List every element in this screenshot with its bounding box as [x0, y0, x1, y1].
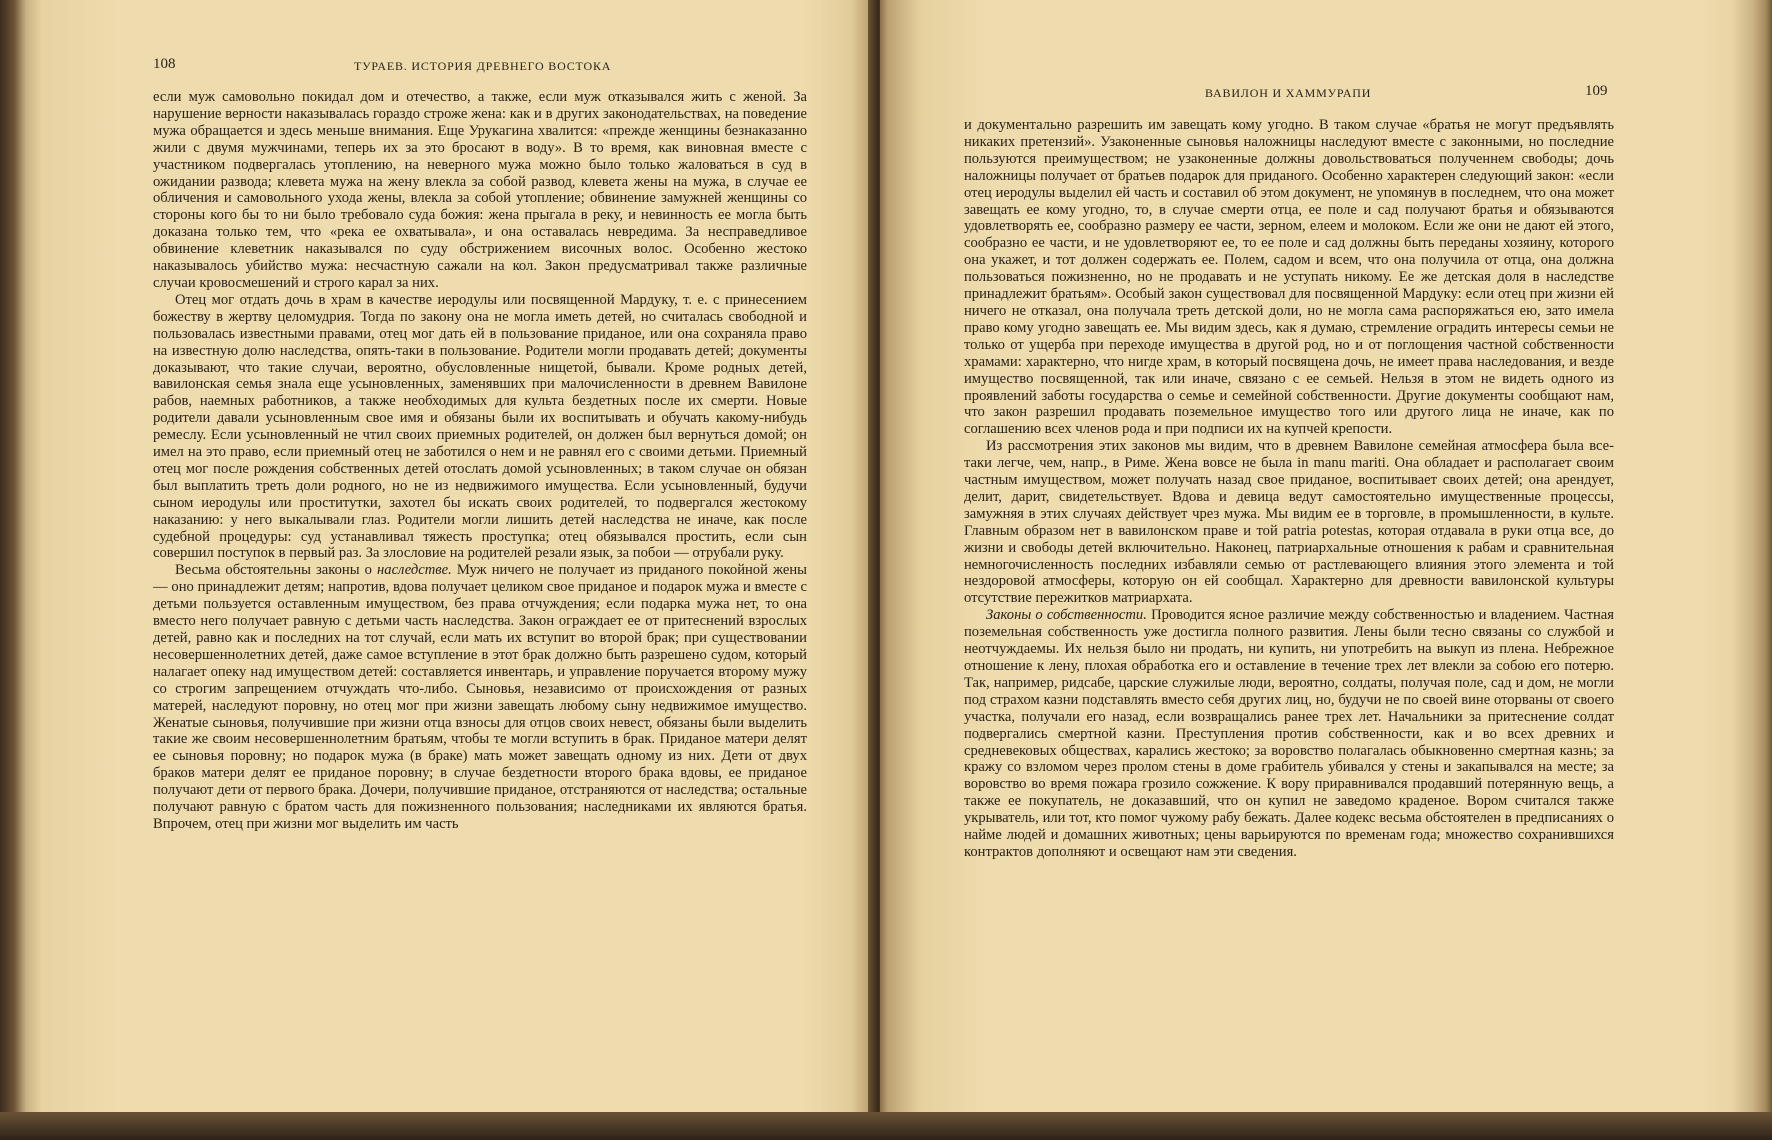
left-running-head: ТУРАЕВ. ИСТОРИЯ ДРЕВНЕГО ВОСТОКА — [354, 59, 612, 73]
paragraph: и документально разрешить им завещать кому угодно. В таком случае «братья не могут предъявлять никаких претензий». Узаконенные сыновья наложницы наследуют вместе с законными, но последние пользуются преимуществом; не узаконенные должны довольствоваться полученнем свободы; дочь наложницы получает от братьев подарок для приданого. Особенно характерен следующий закон: «если отец иеродулы выделил ей часть и составил об этом документ, не упомянув в последнем, что она может завещать ее кому угодно, то, в случае смерти отца, ее поле и сад получают братья и обязываются удовлетворять ее, сообразно размеру ее части, зерном, елеем и молоком. Если же они не дают ей этого, сообразно ее части, и не удовлетворяют ее, то ее поле и сад должны быть переданы хозяину, которого она укажет, и тот должен содержать ее. Полем, садом и всем, что она получила от отца, она должна пользоваться пожизненно, но не продавать и не уступать никому. Ее же детская доля в наследстве принадлежит братьям». Особый закон существовал для посвященной Мардуку: если отец при жизни ей ничего не отказал, она получала треть детской доли, но не могла сама распоряжаться ею, зато имела право кому угодно завещать ее. Мы видим здесь, как я думаю, стремление оградить интересы семьи не только от ущерба при переходе имущества в другой род, но и от поглощения частной собственности храмами: характерно, что нигде храм, в который посвящена дочь, не имеет права наследования, и везде имущество посвященной, так или иначе, связано с ее семьей. Нельзя в этом не видеть одного из проявлений заботы государства о семье и семейной собственности. Другие документы сообщают нам, что закон разрешил продавать поземельное имущество того или другого лица не иначе, как по соглашению всех членов рода и при подписи их на купчей крепости. — [964, 117, 1614, 438]
right-body-text — [964, 117, 1614, 861]
right-page-number: 109 — [1585, 83, 1608, 99]
italic-term: Законы о собственности. — [986, 607, 1147, 624]
book-bottom-edge — [0, 1112, 1772, 1140]
paragraph: Отец мог отдать дочь в храм в качестве иеродулы или посвященной Мардуку, т. е. с принесением божеству в жертву целомудрия. Тогда по закону она не могла иметь детей, но считалась свободной и пользовалась известными правами, отец мог дать ей в пользование приданое, или она сохраняла право на известную долю наследства, опять-таки в пользование. Родители могли продавать детей; документы доказывают, что такие случаи, вероятно, обусловленные нищетой, бывали. Кроме родных детей, вавилонская семья знала еще усыновленных, заменявших при малочисленности в древнем Вавилоне рабов, наемных работников, а также необходимых для культа бездетных после их смерти. Новые родители давали усыновленным свое имя и обязаны были их воспитывать и обучать какому-нибудь ремеслу. Если усыновленный не чтил своих приемных родителей, он должен был вернуться домой; он имел на это право, если приемный отец не заботился о нем и не равнял его с своими детьми. Приемный отец мог после рождения собственных детей отослать домой усыновленных; в таком случае он обязан был выплатить треть доли родного, но не из недвижимого имущества. Если усыновленный, будучи сыном иеродулы или проститутки, захотел бы искать своих родителей, то подвергался жестокому наказанию: у него выкалывали глаз. Родители могли лишить детей наследства не иначе, как после судебной процедуры: суд устанавливал тяжесть проступка; отец обязывался простить, если сын совершил поступок в первый раз. За злословие на родителей резали язык, за побои — отрубали руку. — [153, 291, 807, 562]
paragraph: Весьма обстоятельны законы о наследстве. Муж ничего не получает из приданого покойной жены — оно принадлежит детям; напротив, вдова получает целиком свое приданое и подарок мужа и вместе с детьми пользуется оставленным имуществом, без права отчуждения; если подарка мужа нет, то она вместо него получает равную с детьми часть наследства. Закон ограждает ее от притеснений взрослых детей, равно как и последних на тот случай, если мать их вступит во второй брак; при существовании несовершеннолетних детей, даже самое вступление в этот брак должно быть разрешено судом, который налагает опеку над имуществом детей: составляется инвентарь, и управление поручается второму мужу со строгим запрещением отчуждать что-либо. Сыновья, независимо от происхождения от разных матерей, наследуют поровну, но отец мог при жизни завещать любому сыну недвижимое имущество. Женатые сыновья, получившие при жизни отца взносы для отцов своих невест, обязаны были выделить такие же своим несовершеннолетним братьям, чтобы те могли вступить в брак. Приданое матери делят ее сыновья поровну; но подарок мужа (в браке) мать может завещать одному из них. Дети от двух браков матери делят ее приданое поровну; в случае бездетности второго брака вдовы, ее приданое получают дети от первого брака. Дочери, получившие приданое, отстраняются от наследства; остальные получают равную с братом часть для пожизненного пользования; наследниками их являются братья. Впрочем, отец при жизни мог выделить им часть — [153, 562, 807, 832]
paragraph: Законы о собственности. Проводится ясное различие между собственностью и владением. Частная поземельная собственность уже достигла полного развития. Лены были тесно связаны со службой и неотчуждаемы. Их нельзя было ни продать, ни купить, ни употребить на выкуп из плена. Небрежное отношение к лену, плохая обработка его и оставление в течение трех лет влекли за собою его потерю. Так, например, ридсабе, царские служилые люди, вероятно, солдаты, получая поле, сад и дом, не могли под страхом казни подставлять вместо себя других лиц, но, будучи не по своей вине оторваны от своего участка, получали его назад, если возвращались ранее трех лет. Начальники за притеснение солдат подвергались смертной казни. Преступления против собственности, как и во всех древних и средневековых обществах, карались жестоко; за воровство полагалась обыкновенно смертная казнь; за кражу со взломом через пролом стены в доме грабитель убивался у стены и закапывался на месте; за воровство во время пожара грозило сожжение. К вору приравнивался продавший потерянную вещь, а также ее покупатель, не доказавший, что он купил не заведомо краденое. Вором считался также укрыватель, или тот, кто помог чужому рабу бежать. Далее кодекс весьма обстоятелен в предписаниях о найме людей и домашних животных; цены варьируются по временам года; множество сохранившихся контрактов дополняют и освещают нам эти сведения. — [964, 607, 1614, 860]
left-page-number: 108 — [153, 56, 176, 72]
right-page — [880, 0, 1772, 1124]
paragraph: Из рассмотрения этих законов мы видим, что в древнем Вавилоне семейная атмосфера была все-таки легче, чем, напр., в Риме. Жена вовсе не была in manu mariti. Она обладает и располагает своим частным имуществом, может получать назад свое приданое, воспитывает своих детей; она арендует, делит, дарит, свидетельствует. Вдова и девица ведут самостоятельно имущественные процессы, замужняя в этих случаях действует чрез мужа. Мы видим ее в торговле, в промышленности, в культе. Главным образом нет в вавилонском праве и той patria potestas, которая отдавала в руки отца все, до жизни и свободы детей включительно. Наконец, патриархальные отношения к рабам и сравнительная немногочисленность последних избавляли семью от растлевающего влияния этого элемента и той нездоровой атмосферы, которую он ей сообщал. Характерно для древности вавилонской культуры отсутствие пережитков матриархата. — [964, 438, 1614, 607]
left-page — [0, 0, 876, 1118]
left-body-text — [153, 89, 807, 833]
italic-term: наследстве. — [377, 562, 452, 579]
right-running-head: ВАВИЛОН И ХАММУРАПИ — [1205, 86, 1372, 100]
paragraph: если муж самовольно покидал дом и отечество, а также, если муж отказывался жить с женой. За нарушение верности наказывалась гораздо строже жена: как и в других законодательствах, на поведение мужа обращается и здесь меньше внимания. Еще Урукагина хвалится: «прежде женщины безнаказанно жили с двумя мужчинами, теперь их за это бросают в воду». В то время, как виновная вместе с участником подвергалась утоплению, на неверного мужа можно было только жаловаться в суд в ожидании развода; клевета мужа на жену влекла за собой развод, клевета жены на мужа, в случае ее обличения и самовольного ухода жены, влекла за собой утопление; обвинение замужней женщины со стороны кого бы то ни было требовало суда божия: жена прыгала в реку, и невинность ее могла быть доказана только тем, что «река ее охватывала», и она оставалась невредима. За несправедливое обвинение клеветник наказывался по суду обстрижением височных волос. Особенно жестоко наказывалось убийство мужа: несчастную сажали на кол. Закон предусматривал также различные случаи кровосмешений и строго карал за них. — [153, 89, 807, 291]
